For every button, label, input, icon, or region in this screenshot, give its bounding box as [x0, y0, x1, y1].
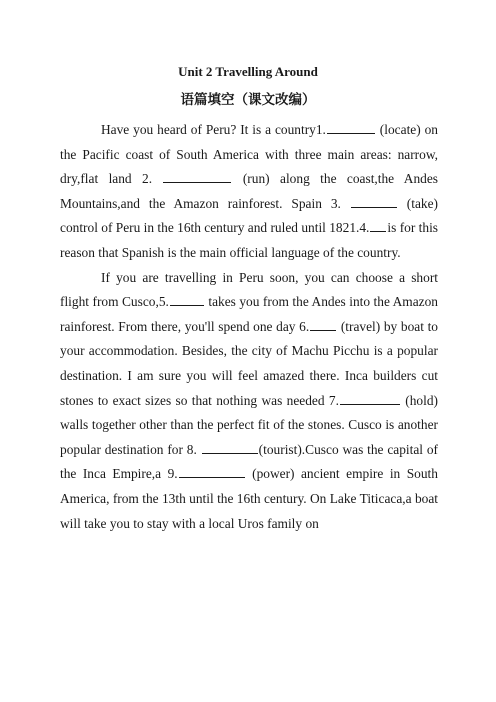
- passage-text: is for this reason that Spanish is the main official language of the country.: [60, 220, 439, 260]
- passage-text: (take) control of Peru in the 16th century and ruled until 1821.4.: [60, 195, 438, 236]
- passage-text: (locate) on the Pacific coast of South America with three main areas: narrow, dry,flat land 2.: [60, 122, 438, 187]
- passage-text: takes you from the Andes into the Amazon rainforest. From there, you'll spend one day 6.: [60, 294, 438, 334]
- answer-blank[interactable]: [351, 195, 397, 208]
- passage-text: (power) ancient empire in South America, from the 13th until the 16th century. On Lake Titicaca,a boat will take you to stay with a local Uros family on: [60, 466, 438, 531]
- passage-text: (tourist).Cusco was the capital of the Inca Empire,a 9.: [60, 441, 438, 482]
- passage-text: (travel) by boat to your accommodation. Besides, the city of Machu Picchu is a popular destination. I am sure you will feel amazed there. Inca builders cut stones to exact sizes so that nothing was needed 7.: [60, 318, 438, 408]
- answer-blank[interactable]: [163, 170, 231, 183]
- answer-blank[interactable]: [179, 465, 245, 478]
- answer-blank[interactable]: [310, 318, 336, 331]
- answer-blank[interactable]: [370, 219, 386, 232]
- answer-blank[interactable]: [170, 293, 204, 306]
- answer-blank[interactable]: [327, 121, 375, 134]
- passage-text: Have you heard of Peru? It is a country1.: [101, 122, 326, 137]
- unit-title: Unit 2 Travelling Around: [178, 64, 318, 79]
- cloze-passage: [60, 118, 438, 536]
- passage-text: (hold) walls together other than the perfect fit of the stones. Cusco is another popular destination for 8.: [60, 392, 439, 457]
- paragraph-1: [60, 118, 438, 266]
- answer-blank[interactable]: [340, 392, 400, 405]
- answer-blank[interactable]: [202, 441, 258, 454]
- passage-text: (run) along the coast,the Andes Mountains,and the Amazon rainforest. Spain 3.: [60, 171, 438, 211]
- paragraph-2: [60, 266, 438, 537]
- exercise-subtitle: 语篇填空（课文改编）: [180, 92, 316, 107]
- passage-text: If you are travelling in Peru soon, you can choose a short flight from Cusco,5.: [60, 269, 438, 310]
